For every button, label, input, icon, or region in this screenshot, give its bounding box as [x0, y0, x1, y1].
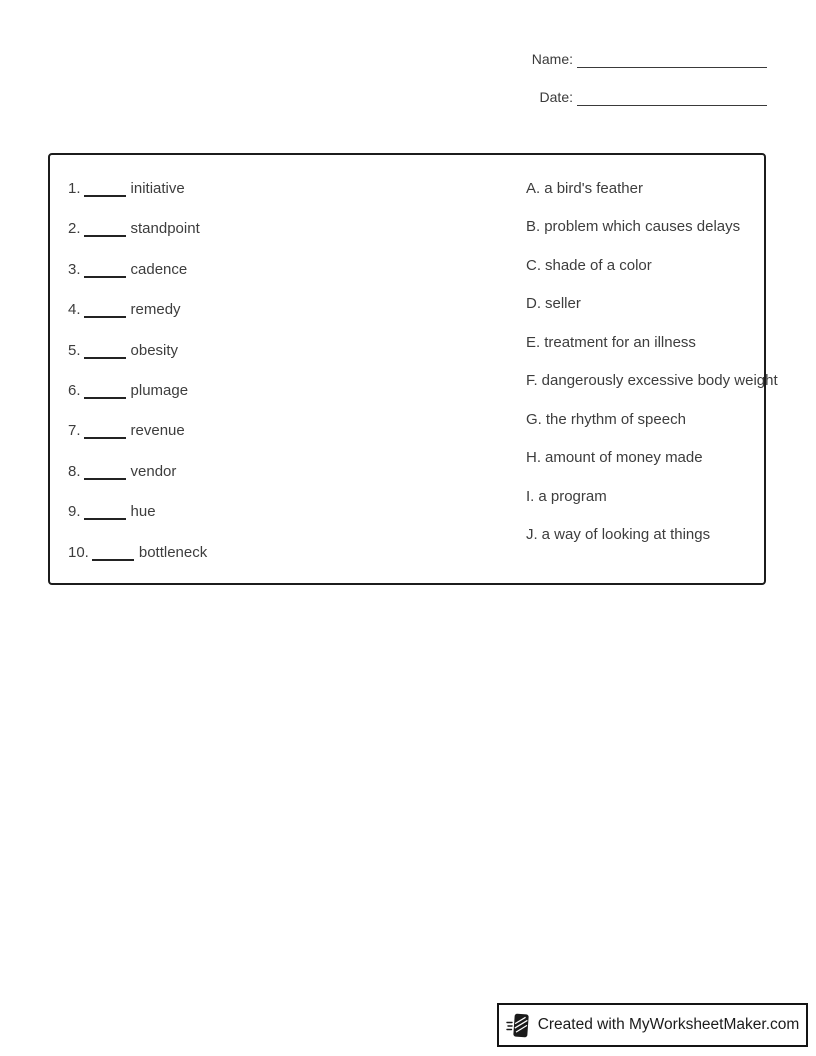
- word-item: [68, 179, 207, 219]
- date-input-line[interactable]: [577, 87, 767, 106]
- word-text: revenue: [130, 422, 185, 440]
- answer-blank[interactable]: [84, 316, 126, 318]
- word-number: 4.: [68, 301, 81, 319]
- date-field-row: [531, 88, 767, 106]
- definition-letter: C.: [526, 256, 541, 274]
- footer-credit-badge[interactable]: [497, 1003, 808, 1047]
- definition-item: [526, 410, 778, 448]
- definition-item: [526, 217, 778, 255]
- word-text: bottleneck: [138, 543, 208, 561]
- word-item: [68, 260, 207, 300]
- answer-blank[interactable]: [84, 518, 126, 520]
- header-fields: [531, 50, 767, 126]
- name-field-row: [531, 50, 767, 68]
- word-item: [68, 502, 207, 542]
- definition-letter: J.: [526, 525, 538, 543]
- word-number: 2.: [68, 220, 81, 238]
- definition-item: [526, 294, 778, 332]
- answer-blank[interactable]: [84, 276, 126, 278]
- answer-blank[interactable]: [84, 478, 126, 480]
- name-label: Name:: [531, 51, 573, 67]
- answer-blank[interactable]: [84, 437, 126, 439]
- word-item: [68, 421, 207, 461]
- definition-item: [526, 525, 778, 563]
- definition-text: seller: [545, 295, 581, 313]
- definition-item: [526, 487, 778, 525]
- word-item: [68, 543, 207, 583]
- definition-item: [526, 333, 778, 371]
- definition-letter: E.: [526, 333, 541, 351]
- myworksheetmaker-logo-icon: [506, 1012, 530, 1039]
- word-number: 10.: [68, 543, 89, 561]
- word-text: obesity: [130, 341, 179, 359]
- word-text: remedy: [130, 301, 181, 319]
- matching-box: [48, 153, 778, 585]
- answer-blank[interactable]: [84, 235, 126, 237]
- definition-item: [526, 179, 778, 217]
- answer-blank[interactable]: [84, 397, 126, 399]
- definition-letter: I.: [526, 487, 535, 505]
- definition-item: [526, 371, 778, 409]
- word-number: 1.: [68, 180, 81, 197]
- word-text: cadence: [130, 260, 188, 278]
- word-text: initiative: [130, 180, 185, 197]
- word-number: 6.: [68, 381, 81, 399]
- word-number: 3.: [68, 260, 81, 278]
- definition-text: problem which causes delays: [544, 218, 741, 236]
- word-text: plumage: [130, 381, 189, 399]
- answer-blank[interactable]: [92, 559, 134, 561]
- definition-text: dangerously excessive body weight: [541, 372, 778, 390]
- definition-letter: H.: [526, 449, 541, 467]
- word-text: hue: [130, 503, 156, 521]
- word-number: 5.: [68, 341, 81, 359]
- definition-letter: D.: [526, 295, 541, 313]
- word-text: vendor: [130, 462, 177, 480]
- word-number: 7.: [68, 422, 81, 440]
- definition-text: a way of looking at things: [541, 525, 711, 543]
- definition-letter: F.: [526, 372, 538, 390]
- definition-text: a program: [538, 487, 607, 505]
- definition-item: [526, 448, 778, 486]
- answer-blank[interactable]: [84, 195, 126, 197]
- definition-text: shade of a color: [545, 256, 652, 274]
- definition-item: [526, 256, 778, 294]
- definition-text: a bird's feather: [544, 180, 643, 197]
- word-number: 9.: [68, 503, 81, 521]
- word-number: 8.: [68, 462, 81, 480]
- answer-blank[interactable]: [84, 357, 126, 359]
- definition-letter: G.: [526, 410, 542, 428]
- word-item: [68, 341, 207, 381]
- date-label: Date:: [539, 89, 573, 105]
- footer-credit-text: Created with MyWorksheetMaker.com: [537, 1016, 800, 1033]
- word-item: [68, 462, 207, 502]
- definition-letter: A.: [526, 180, 541, 197]
- word-item: [68, 381, 207, 421]
- definition-letter: B.: [526, 218, 541, 236]
- word-list: [68, 179, 207, 583]
- definition-text: treatment for an illness: [544, 333, 696, 351]
- definition-text: the rhythm of speech: [545, 410, 686, 428]
- word-item: [68, 219, 207, 259]
- name-input-line[interactable]: [577, 49, 767, 68]
- word-item: [68, 300, 207, 340]
- word-text: standpoint: [130, 220, 200, 238]
- definition-list: [526, 179, 778, 563]
- definition-text: amount of money made: [545, 449, 703, 467]
